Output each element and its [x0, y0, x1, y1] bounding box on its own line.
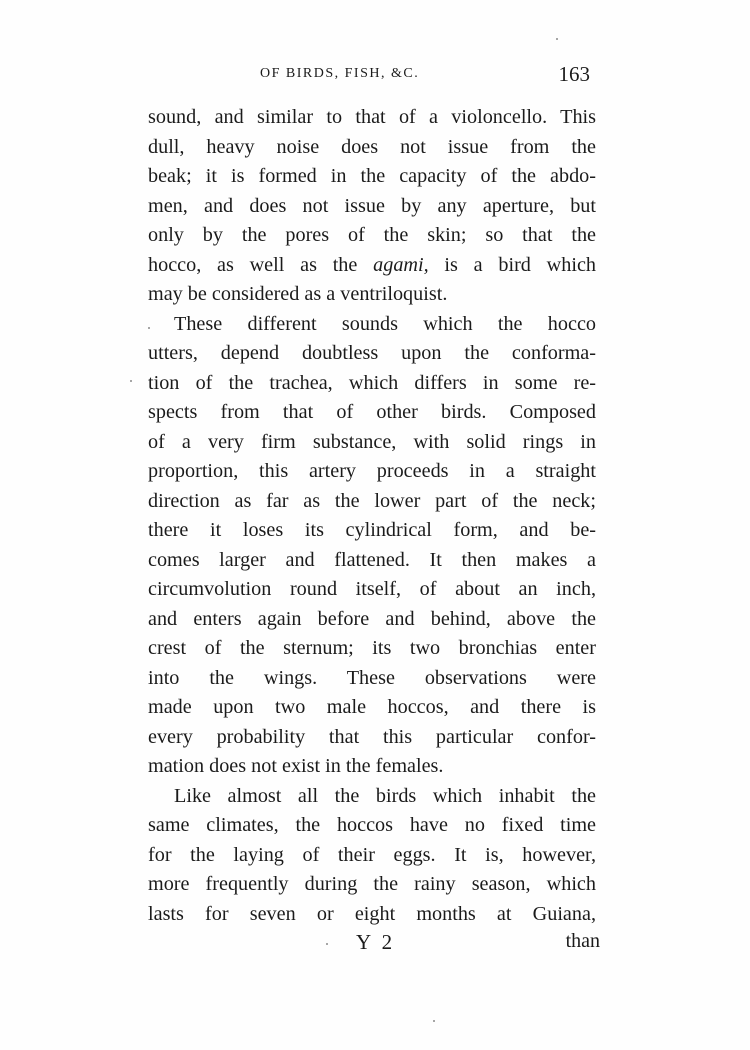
text-line: same climates, the hoccos have no fixed time	[148, 814, 596, 836]
text-line: into the wings. These observations were	[148, 666, 596, 689]
text-line: dull, heavy noise does not issue from the	[148, 135, 596, 158]
text-line: may be considered as a ventriloquist.	[148, 283, 448, 305]
text-line: direction as far as the lower part of the neck;	[148, 489, 596, 512]
text-line: made upon two male hoccos, and there is	[148, 696, 596, 718]
text-line: Like almost all the birds which inhabit the	[174, 784, 596, 807]
text-line: and enters again before and behind, above the	[148, 607, 596, 630]
text-line: of a very firm substance, with solid rings in	[148, 430, 596, 453]
text-line: circumvolution round itself, of about an inch,	[148, 578, 596, 600]
text-line: crest of the sternum; its two bronchias enter	[148, 637, 596, 659]
text-line: sound, and similar to that of a violoncello. This	[148, 106, 596, 128]
text-line: spects from that of other birds. Composed	[148, 401, 596, 423]
page-number: 163	[558, 62, 590, 86]
text-line: only by the pores of the skin; so that the	[148, 224, 596, 246]
signature-mark: Y 2	[356, 930, 396, 954]
text-line: comes larger and flattened. It then makes a	[148, 548, 596, 571]
text-line: men, and does not issue by any aperture, but	[148, 194, 596, 217]
text-line: utters, depend doubtless upon the conforma-	[148, 342, 596, 364]
running-title: OF BIRDS, FISH, &C.	[260, 66, 420, 81]
print-speck	[326, 943, 328, 945]
text-line: there it loses its cylindrical form, and be-	[148, 519, 596, 541]
text-line: mation does not exist in the females.	[148, 755, 444, 777]
print-speck	[556, 38, 558, 40]
text-line: more frequently during the rainy season, which	[148, 873, 596, 895]
text-line: every probability that this particular confor-	[148, 725, 596, 748]
print-speck	[433, 1020, 435, 1022]
page-footer	[148, 930, 600, 960]
text-line: tion of the trachea, which differs in some re-	[148, 371, 596, 394]
text-line: for the laying of their eggs. It is, however,	[148, 843, 596, 866]
body-text	[148, 103, 596, 929]
running-head	[148, 62, 600, 92]
text-line: proportion, this artery proceeds in a straight	[148, 460, 596, 482]
print-speck	[148, 327, 150, 329]
text-line: beak; it is formed in the capacity of the abdo-	[148, 165, 596, 187]
print-speck	[130, 380, 132, 382]
catchword: than	[565, 930, 600, 952]
text-line: These different sounds which the hocco	[174, 312, 596, 335]
text-line: lasts for seven or eight months at Guiana,	[148, 902, 596, 925]
text-line: hocco, as well as the agami, is a bird which	[148, 253, 596, 276]
